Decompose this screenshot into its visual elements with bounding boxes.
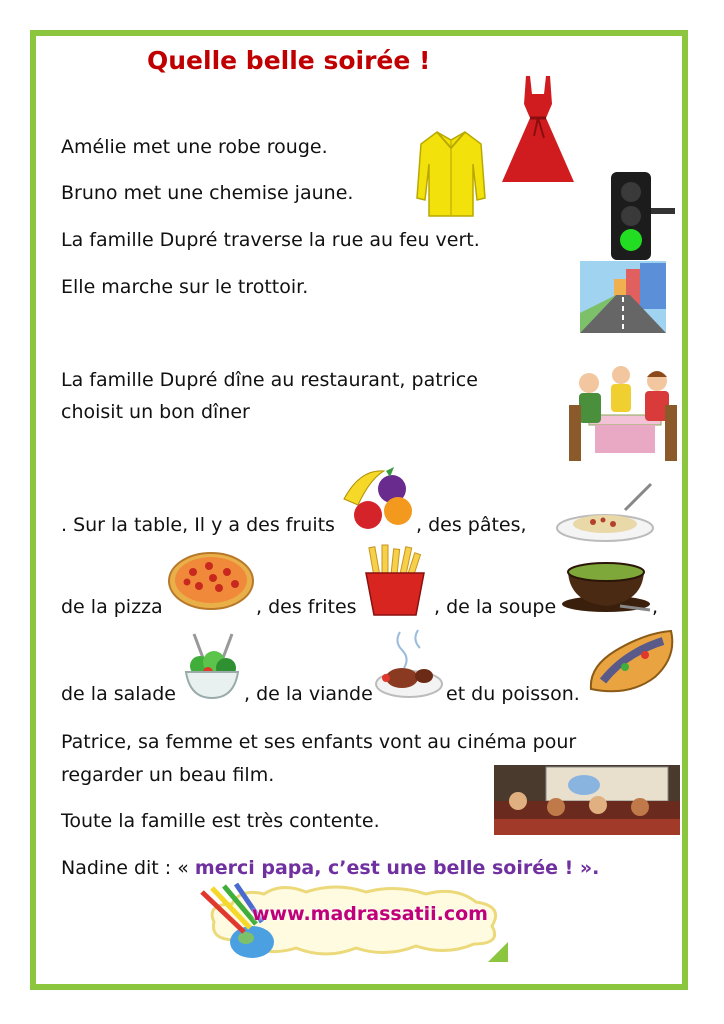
sentence-nadine	[61, 857, 599, 879]
sentence-robe: Amélie met une robe rouge.	[61, 136, 328, 158]
pasta-plate-icon	[555, 482, 661, 544]
sentence-diner: choisit un bon dîner	[61, 401, 250, 423]
comma-soupe: ,	[652, 596, 659, 618]
sentence-restaurant: La famille Dupré dîne au restaurant, patrice	[61, 369, 478, 391]
word-viande: , de la viande	[244, 683, 373, 705]
word-soupe: , de la soupe	[434, 596, 557, 618]
sentence-pates: , des pâtes,	[416, 514, 527, 536]
word-salade: de la salade	[61, 683, 176, 705]
red-dress-icon	[500, 74, 576, 190]
sentence-contente: Toute la famille est très contente.	[61, 810, 380, 832]
sentence-cinema: Patrice, sa femme et ses enfants vont au cinéma pour	[61, 731, 577, 753]
sentence-film: regarder un beau film.	[61, 764, 275, 786]
website-url[interactable]: www.madrassatii.com	[252, 903, 488, 925]
road-street-icon	[580, 261, 666, 333]
sentence-fruits: . Sur la table, Il y a des fruits	[61, 514, 335, 536]
meat-plate-icon	[374, 628, 444, 700]
soup-bowl-icon	[560, 558, 652, 616]
fish-plate-icon	[585, 627, 679, 703]
word-pizza: de la pizza	[61, 596, 163, 618]
word-poisson: et du poisson.	[446, 683, 580, 705]
fruits-icon	[340, 465, 416, 533]
salad-bowl-icon	[180, 632, 244, 702]
family-dinner-icon	[565, 359, 681, 467]
pizza-icon	[167, 550, 255, 612]
sentence-feu-vert: La famille Dupré traverse la rue au feu vert.	[61, 229, 480, 251]
sentence-trottoir: Elle marche sur le trottoir.	[61, 276, 309, 298]
cinema-audience-icon	[494, 761, 680, 835]
yellow-shirt-icon	[415, 128, 487, 218]
page-title: Quelle belle soirée !	[147, 46, 431, 75]
traffic-light-icon	[607, 170, 677, 262]
word-frites: , des frites	[256, 596, 357, 618]
nadine-quote: merci papa, c’est une belle soirée ! ».	[194, 857, 600, 879]
french-fries-icon	[360, 543, 430, 617]
nadine-intro: Nadine dit : «	[61, 857, 195, 879]
sentence-chemise: Bruno met une chemise jaune.	[61, 182, 354, 204]
